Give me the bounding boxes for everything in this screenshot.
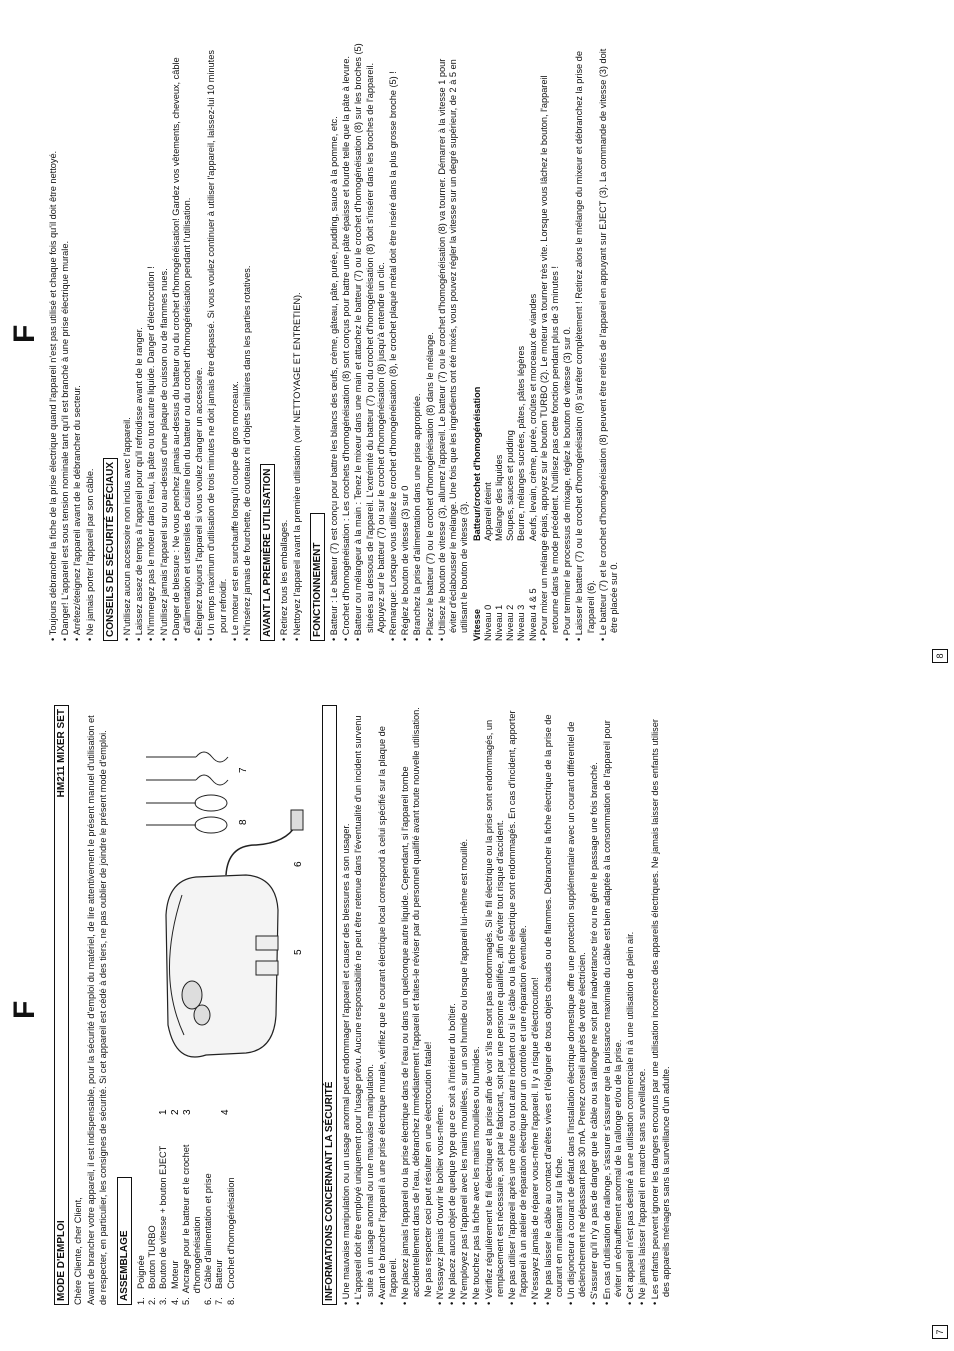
list-item: • Réglez le bouton de vitesse (3) sur 0 [400, 41, 411, 641]
operation-heading: FONCTIONNEMENT [310, 513, 325, 641]
list-item: • Ne pas utiliser l'appareil après une chute ou tout autre incident ou si le câble ou la fiche électrique sont endommagés. En cas d'incident, apporter l'appareil à un atelier de réparation électrique pour un contrôle et une réparation éventuelle. [507, 705, 529, 1305]
list-item: • Ne jamais porter l'appareil par son câble. [85, 41, 96, 641]
callout-3: 3 [182, 1109, 194, 1115]
speed-level: Niveau 0 [482, 604, 493, 641]
list-item: • Retirez tous les emballages. [279, 41, 290, 641]
safety-list [341, 705, 672, 1305]
top-list [48, 41, 96, 641]
mixer-diagram [136, 725, 316, 1125]
intro-text: Avant de brancher votre appareil, il est indispensable, pour la sécurité d'emploi du matériel, de lire attentivement le présent manuel d'utilisation et de respecter, en particulier, les consignes de sécurité. Si cet appareil est cédé à des tiers, ne pas oublier de joindre le présent mode d'emploi. [86, 715, 108, 1305]
assembly-section [136, 705, 316, 1305]
callout-6: 6 [293, 861, 305, 867]
greeting: Chère Cliente, cher Client, [73, 1197, 84, 1305]
speed-header: Vitesse [471, 608, 482, 641]
list-item: • Batteur ou mélangeur à la main : Tenez le mixeur dans une main et attachez le batteur (7) ou le crochet d'homogénéisation (8) sur les broches (5) situées au dessous de l'appareil. L'extrémité du batteur (7) ou du crochet d'homogénéisation (8) doit s'insérer dans les broches de l'appareil. Appuyez sur le batteur (7) ou sur le crochet d'homogénéisation (8) jusqu'à entendre un clic. [353, 41, 387, 641]
callout-1: 1 [158, 1109, 170, 1115]
list-item: • Les enfants peuvent ignorer les dangers encourus par une utilisation incorrecte des appareils électriques. Ne jamais laisser des enfants utiliser des appareils ménagers sans la surveillance d'un adulte. [650, 705, 672, 1305]
list-item: • Le batteur (7) et le crochet d'homogénéisation (8) peuvent être retirés de l'appareil en appuyant sur EJECT (3). La commande de vitesse (3) doit être placée sur 0. [598, 41, 620, 641]
page-number: 8 [932, 649, 948, 663]
list-item: • Arrêtez/éteignez l'appareil avant de le débrancher du secteur. [72, 41, 83, 641]
beater-shapes [146, 795, 227, 833]
speed-level: Niveau 2 [505, 604, 516, 641]
callout-5: 5 [293, 949, 305, 955]
product-title: HM211 MIXER SET [56, 709, 67, 798]
list-item: • Éteignez toujours l'appareil si vous voulez changer un accessoire. [194, 41, 205, 641]
callout-2: 2 [170, 1109, 182, 1115]
speed-use: Aeufs, levain, crème, purée, croûtes et morceaux de viandes [527, 293, 538, 541]
callout-4: 4 [220, 1109, 232, 1115]
list-item: • Toujours débrancher la fiche de la prise électrique quand l'appareil n'est pas utilisé et chaque fois qu'il doit être nettoyé. [48, 41, 59, 641]
first-use-list [279, 41, 302, 641]
page-8-column [48, 41, 621, 641]
socket-shape [256, 936, 278, 950]
page-7 [0, 676, 954, 1351]
list-item: • Danger! L'appareil est sous tension nominale tant qu'il est branché à une prise électrique murale. [60, 41, 71, 641]
mixer-illustration [136, 725, 316, 1125]
list-item: • Avant de brancher l'appareil à une prise électrique murale, vérifiez que le courant électrique local correspond à celui spécifié sur la plaque de l'appareil. [377, 705, 399, 1305]
special-safety-list [122, 41, 253, 641]
assembly-item: 5. Ancrage pour le batteur et le crochet d'homogénéisation [180, 1144, 203, 1305]
operation-list [329, 41, 470, 641]
list-item: • Remarque: Lorsque vous utilisez le crochet d'homogénéisation (8), le crochet plaqué métal doit être inséré dans la plus grosse broche (5) ! [388, 41, 399, 641]
list-item: • Crochet d'homogénéisation : Les crochets d'homogénéisation (8) sont conçus pour battre une pâte épaisse et lourde telle que la pâte à levure. [341, 41, 352, 641]
list-item: • Ne touchez pas la fiche avec les mains mouillées ou humides. [471, 705, 482, 1305]
assembly-item: 3. Bouton de vitesse + bouton EJECT [158, 1145, 169, 1305]
manual-header [54, 705, 69, 1305]
assembly-heading: ASSEMBLAGE [117, 1177, 132, 1305]
list-item: • N'utilisez jamais l'appareil sur ou au-dessus d'une plaque de cuisson ou de flammes nues. [159, 41, 170, 641]
dough-hook-shapes [146, 752, 228, 785]
list-item: • N'essayez jamais de réparer vous-même l'appareil. Il y a risque d'électrocution! [530, 705, 541, 1305]
special-safety-heading: CONSEILS DE SÉCURITÉ SPÉCIAUX [103, 458, 118, 641]
list-item: • Laissez assez de temps à l'appareil pour qu'il refroidisse avant de le ranger. [134, 41, 145, 641]
speed-level: Niveau 1 [493, 604, 504, 641]
list-item: • Batteur : Le batteur (7) est conçu pour battre les blancs des œufs, crème, gâteau, pâte, purée, pudding, sauce à la pomme, etc. [329, 41, 340, 641]
speed-use: Appareil éteint [482, 482, 493, 541]
turbo-button-shape [182, 981, 202, 1009]
assembly-item: 1. Poignée [136, 1255, 147, 1305]
safety-heading: INFORMATIONS CONCERNANT LA SÉCURITÉ [322, 705, 337, 1305]
list-item: • Pour terminer le processus de mixage, réglez le bouton de vitesse (3) sur 0. [562, 41, 573, 641]
speed-use: Beurre, mélanges sucrées, pâtes, pâtes légères [516, 345, 527, 541]
speed-use: Soupes, sauces et pudding [505, 430, 516, 541]
list-item: • Vérifiez régulièrement le fil électrique et la prise afin de voir s'ils ne sont pas endommagés. Si le fil électrique ou la prise sont endommagés, un remplacement est nécessaire, soit par le fabricant, soit par une personne qualifiée, afin d'éviter tout risque d'accident. [484, 705, 506, 1305]
list-item: • Ne jamais laisser l'appareil en marche sans surveillance. [637, 705, 648, 1305]
first-use-heading: AVANT LA PREMIÈRE UTILISATION [260, 464, 275, 641]
socket-shape [256, 961, 278, 975]
end-list [539, 41, 620, 641]
callout-7: 7 [238, 767, 250, 773]
list-item: • Un temps maximum d'utilisation de trois minutes ne doit jamais être dépassé. Si vous voulez continuer à utiliser l'appareil, laissez-lui 10 minutes pour refroidir. [206, 41, 228, 641]
assembly-item: 4. Moteur [169, 1260, 180, 1305]
list-item: • Pour mixer un mélange épais, appuyez sur le bouton TURBO (2). Le moteur va tourner très vite. Lorsque vous lâchez le bouton, l'appareil retourne dans le mode précédent. N'utilisez pas cette fonction pendant plus de 3 minutes ! [539, 41, 561, 641]
list-item: • Utilisez le bouton de vitesse (3), allumez l'appareil. Le batteur (7) ou le crochet d'homogénéisation (8) va tourner. Démarrer à la vitesse 1 pour éviter d'éclabousser le mélange. Une fois que les ingrédients ont été mixés, vous pouvez régler la vitesse sur un degré supérieur, de 2 à 5 en utilisant le bouton de vitesse (3). [437, 41, 471, 641]
list-item: • Branchez la prise d'alimentation dans une prise appropriée. [412, 41, 423, 641]
list-item: • L'appareil doit être employé uniquement pour l'usage prévu. Aucune responsabilité ne peut être retenue dans l'éventualité d'un incident survenu suite à un usage anormal ou une mauvaise manipulation. [353, 705, 375, 1305]
list-item: • En cas d'utilisation de rallonge, s'assurer s'assurer que la puissance maximale du câble est bien adaptée à la consommation de l'appareil pour éviter un échauffement anormal de la rallonge et/ou de la prise. [602, 705, 624, 1305]
list-item: • Cet appareil n'est pas destiné à une utilisation commerciale ni à une utilisation de plein air. [625, 705, 636, 1305]
language-letter: F [8, 324, 41, 343]
page-number: 7 [932, 1325, 948, 1339]
list-item: • S'assurer qu'il n'y a pas de danger que le câble ou sa rallonge ne soit par inadvertance tiré ou ne gêne le passage une fois branché. [589, 705, 600, 1305]
callout-8: 8 [238, 819, 250, 825]
list-item: • Danger de blessure : Ne vous penchez jamais au-dessus du batteur ou du crochet d'homogénéisation! Gardez vos vêtements, cheveux, câble d'alimentation et ustensiles de cuisine loin du batteur ou du crochet d'homogénéisation pendant l'utilisation. [171, 41, 193, 641]
list-item: • N'utilisez aucun accessoire non inclus avec l'appareil. [122, 41, 133, 641]
assembly-item: 8. Crochet d'homogénéisation [225, 1177, 236, 1305]
list-item: • Un disjoncteur à courant de défaut dans l'installation électrique domestique offre une protection supplémentaire avec un courant différentiel de déclenchement ne dépassant pas 30 mA. Prenez conseil auprès de votre électricien. [566, 705, 588, 1305]
assembly-list [136, 1125, 316, 1305]
language-letter: F [8, 1000, 41, 1019]
list-item: • N'employez pas l'appareil avec les mains mouillées, sur un sol humide ou lorsque l'appareil lui-même est mouillé. [459, 705, 470, 1305]
speed-table [472, 41, 539, 641]
list-item: • N'immergez pas le moteur dans l'eau, la pâte ou tout autre liquide. Danger d'électrocution ! [146, 41, 157, 641]
assembly-item: 6. Câble d'alimentation et prise [203, 1173, 214, 1305]
manual-title: MODE D'EMPLOI [56, 1220, 67, 1301]
speed-button-shape [194, 1005, 210, 1025]
list-item: • N'essayez jamais d'ouvrir le boîtier vous-même. [435, 705, 446, 1305]
plug-shape [291, 810, 303, 830]
list-item: • Laisser le batteur (7) ou le crochet d'homogénéisation (8) s'arrêter complètement ! Retirez alors le mélange du mixeur et débranchez la prise de l'appareil (6). [574, 41, 596, 641]
list-item: • Ne placez aucun objet de quelque type que ce soit à l'intérieur du boîtier. [447, 705, 458, 1305]
list-item: • Ne placez jamais l'appareil ou la prise électrique dans de l'eau ou dans un quelconque autre liquide. Cependant, si l'appareil tombe accidentellement dans de l'eau, débranchez immédiatement l'appareil et faites-le réviser par du personnel qualifié avant toute nouvelle utilisation. Ne pas respecter ceci peut résulter en une électrocution fatale! [400, 705, 434, 1305]
list-item: • Une mauvaise manipulation ou un usage anormal peut endommager l'appareil et causer des blessures à son usager. [341, 705, 352, 1305]
list-item: • Placez le batteur (7) ou le crochet d'homogénéisation (8) dans le mélange. [425, 41, 436, 641]
list-item: • N'insérez jamais de fourchette, de couteaux ni d'objets similaires dans les parties rotatives. [242, 41, 253, 641]
page-8 [0, 0, 954, 675]
cable-shape [226, 825, 296, 875]
speed-level: Niveau 4 & 5 [527, 588, 538, 641]
speed-header: Batteur/crochet d'homogénéisation [471, 386, 482, 541]
list-item: • Le moteur est en surchauffe lorsqu'il coupe de gros morceaux. [230, 41, 241, 641]
speed-use: Mélange des liquides [493, 454, 504, 541]
assembly-item: 7. Batteur [214, 1259, 225, 1305]
assembly-item: 2. Bouton TURBO [147, 1225, 158, 1305]
speed-level: Niveau 3 [516, 604, 527, 641]
list-item: • Nettoyez l'appareil avant la première utilisation (voir NETTOYAGE ET ENTRETIEN). [292, 41, 303, 641]
list-item: • Ne pas laisser le câble au contact d'arêtes vives et l'éloigner de tous objets chauds ou de flammes. Débrancher la fiche électrique de la prise de courant en maintenant sur la fiche. [543, 705, 565, 1305]
page-7-column [48, 705, 673, 1305]
